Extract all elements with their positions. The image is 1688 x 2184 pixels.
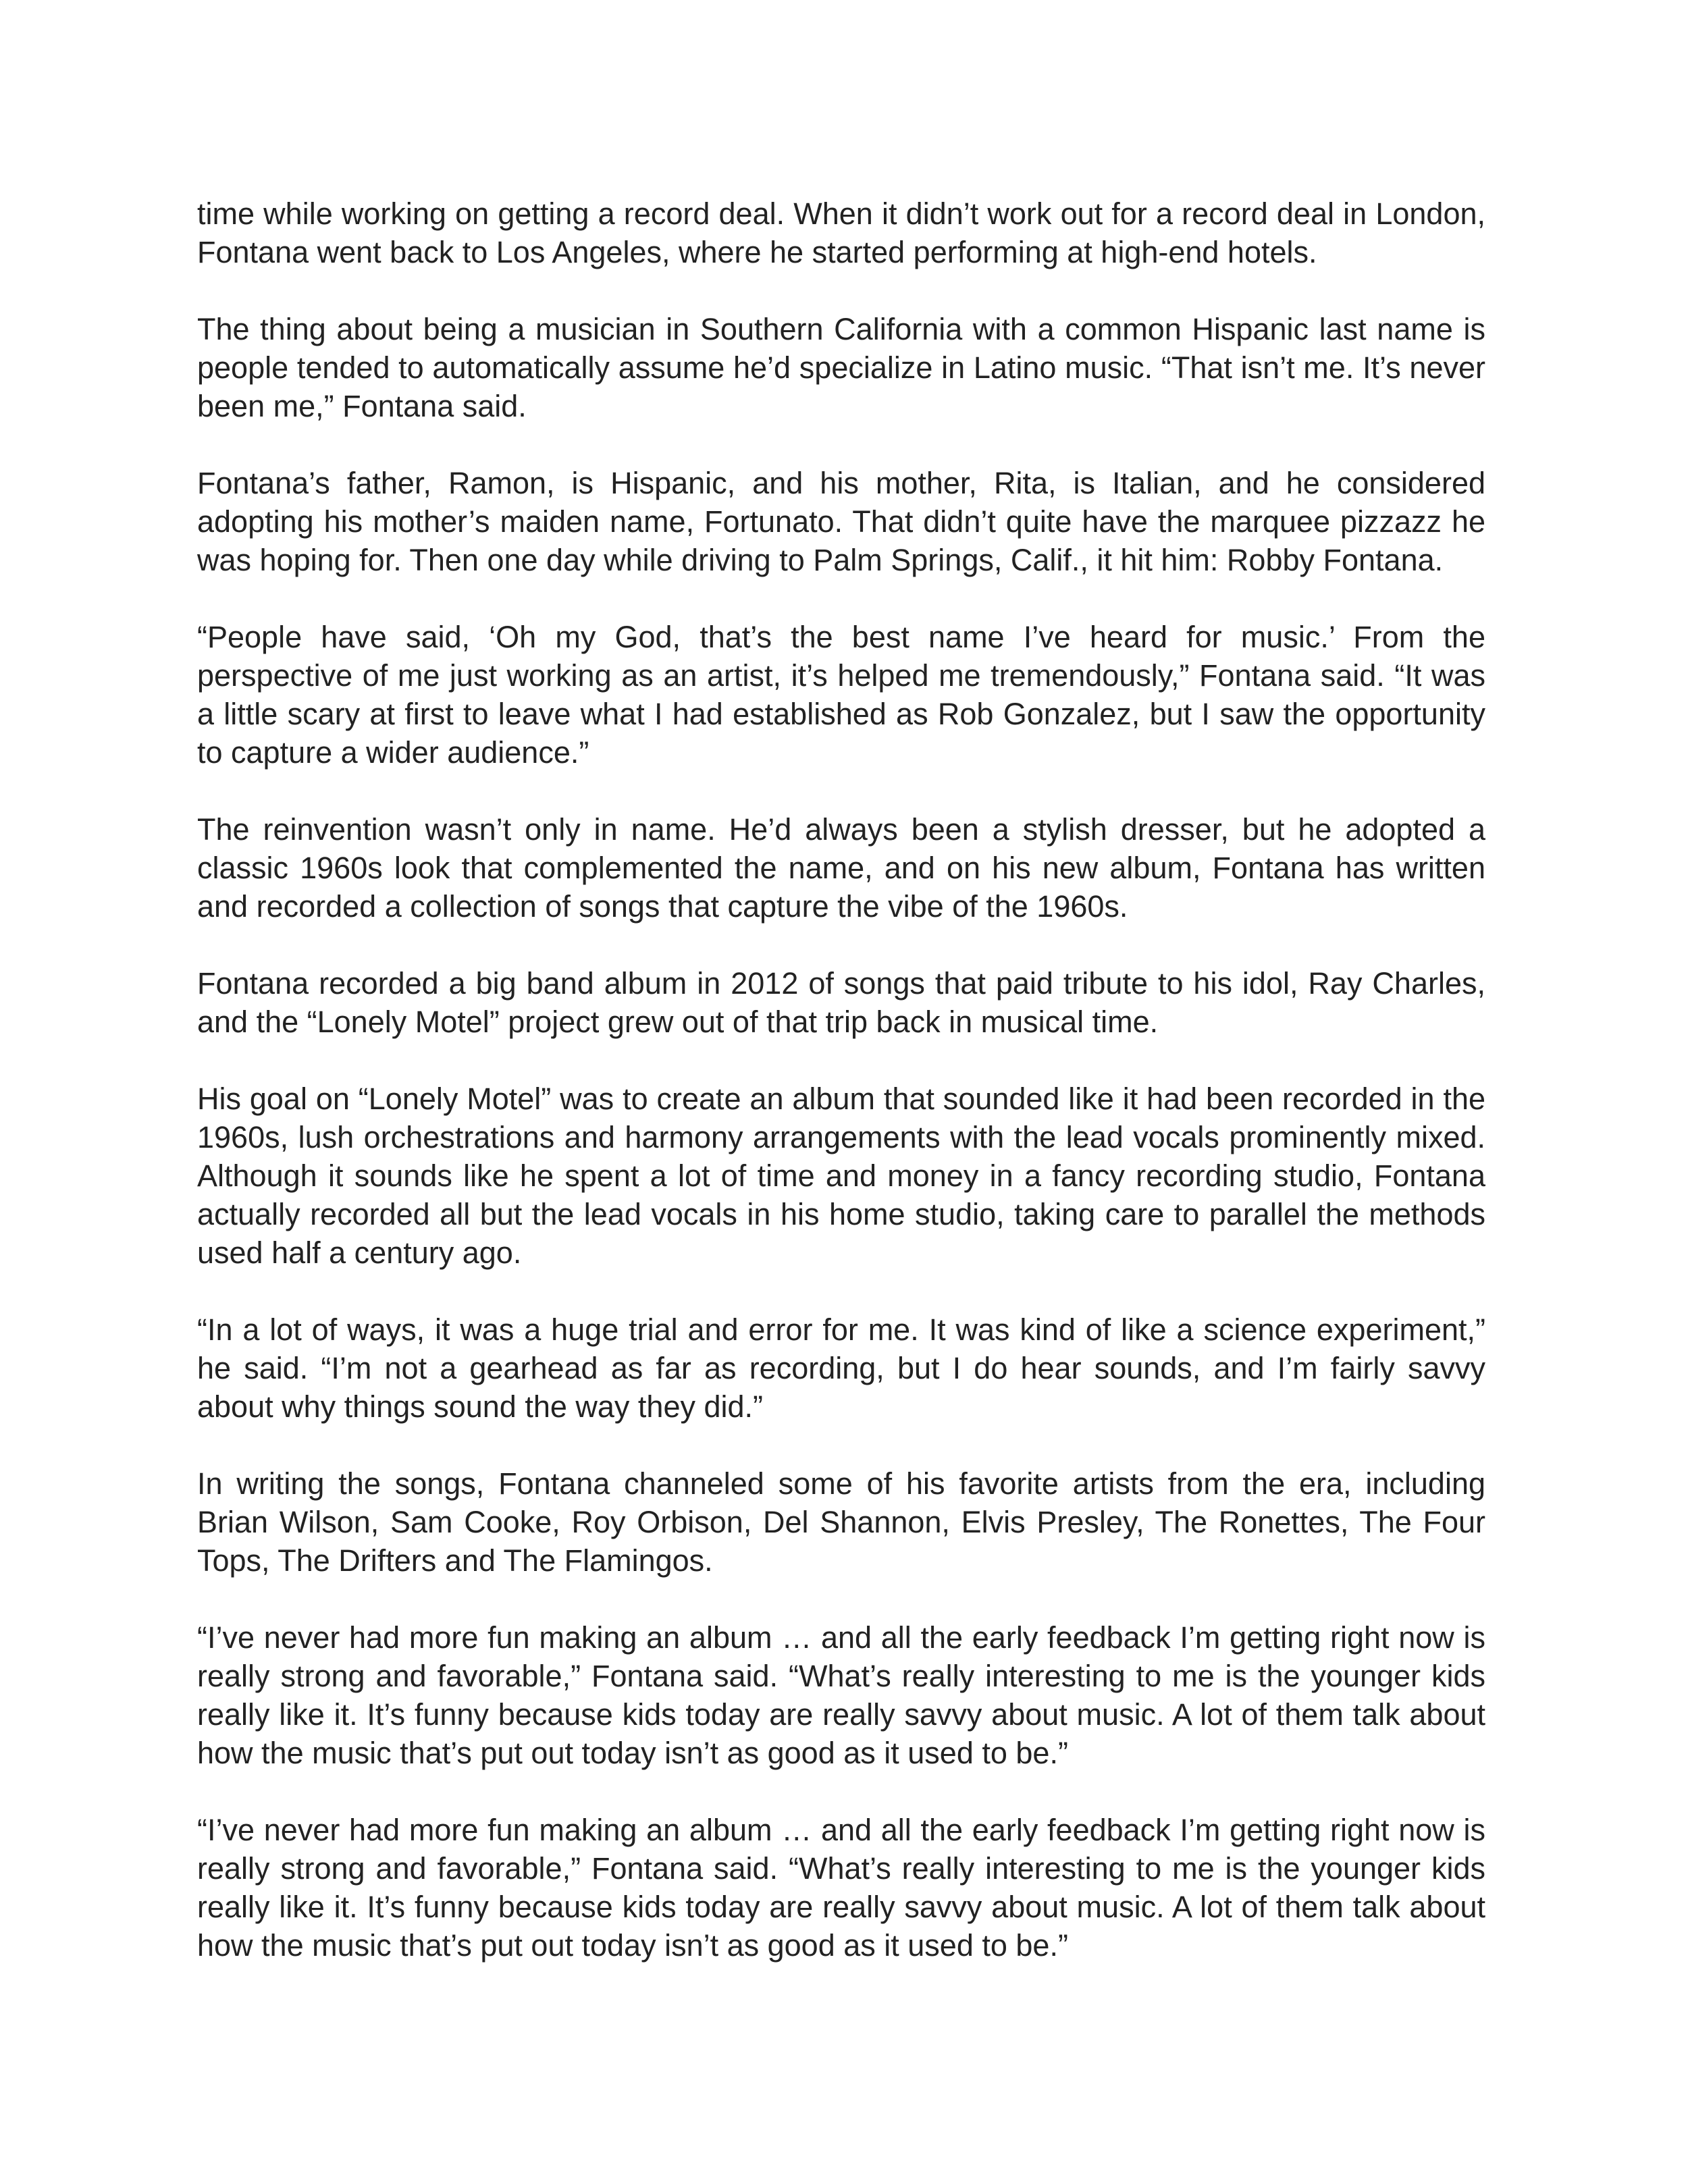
paragraph-11: “I’ve never had more fun making an album … and all the early feedback I’m getting right now is really strong and favorable,” Fontana said. “What’s really interesting to me is the younger kids really like it. It’s funny because kids today are really savvy about music. A lot of them talk about how the music that’s put out today isn’t as good as it used to be.” (197, 1813, 1485, 1963)
paragraph-2: The thing about being a musician in Southern California with a common Hispanic last name is people tended to automatically assume he’d specialize in Latino music. “That isn’t me. It’s never been me,” Fontana said. (197, 312, 1485, 423)
document-page (197, 194, 1485, 1965)
paragraph-9: In writing the songs, Fontana channeled some of his favorite artists from the era, including Brian Wilson, Sam Cooke, Roy Orbison, Del Shannon, Elvis Presley, The Ronettes, The Four Tops, The Drifters and The Flamingos. (197, 1466, 1485, 1578)
paragraph-5: The reinvention wasn’t only in name. He’d always been a stylish dresser, but he adopted a classic 1960s look that complemented the name, and on his new album, Fontana has written and recorded a collection of songs that capture the vibe of the 1960s. (197, 812, 1485, 924)
paragraph-6: Fontana recorded a big band album in 2012 of songs that paid tribute to his idol, Ray Charles, and the “Lonely Motel” project grew out of that trip back in musical time. (197, 966, 1485, 1039)
paragraph-7: His goal on “Lonely Motel” was to create an album that sounded like it had been recorded in the 1960s, lush orchestrations and harmony arrangements with the lead vocals prominently mixed. Although it sounds like he spent a lot of time and money in a fancy recording studio, Fontana actually recorded all but the lead vocals in his home studio, taking care to parallel the methods used half a century ago. (197, 1082, 1485, 1270)
paragraph-10: “I’ve never had more fun making an album … and all the early feedback I’m getting right now is really strong and favorable,” Fontana said. “What’s really interesting to me is the younger kids really like it. It’s funny because kids today are really savvy about music. A lot of them talk about how the music that’s put out today isn’t as good as it used to be.” (197, 1620, 1485, 1770)
paragraph-4: “People have said, ‘Oh my God, that’s the best name I’ve heard for music.’ From the perspective of me just working as an artist, it’s helped me tremendously,” Fontana said. “It was a little scary at first to leave what I had established as Rob Gonzalez, but I saw the opportunity to capture a wider audience.” (197, 620, 1485, 770)
paragraph-8: “In a lot of ways, it was a huge trial and error for me. It was kind of like a science experiment,” he said. “I’m not a gearhead as far as recording, but I do hear sounds, and I’m fairly savvy about why things sound the way they did.” (197, 1312, 1485, 1424)
paragraph-1: time while working on getting a record deal. When it didn’t work out for a record deal in London, Fontana went back to Los Angeles, where he started performing at high-end hotels. (197, 196, 1485, 269)
paragraph-3: Fontana’s father, Ramon, is Hispanic, and his mother, Rita, is Italian, and he considered adopting his mother’s maiden name, Fortunato. That didn’t quite have the marquee pizzazz he was hoping for. Then one day while driving to Palm Springs, Calif., it hit him: Robby Fontana. (197, 466, 1485, 577)
